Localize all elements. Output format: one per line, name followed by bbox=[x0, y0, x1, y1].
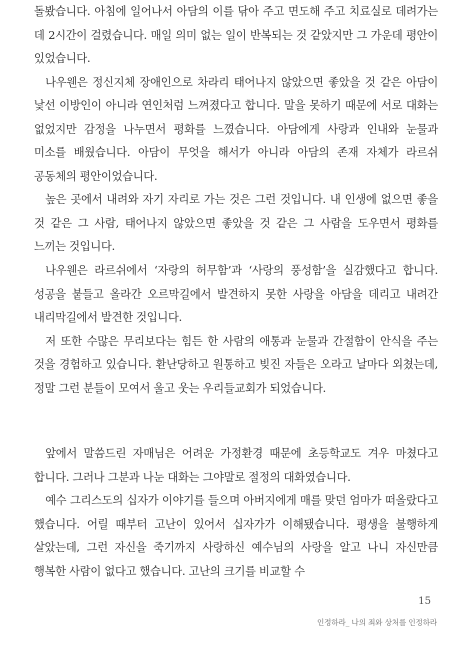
paragraph: 돌봤습니다. 아침에 일어나서 아담의 이를 닦아 주고 면도해 주고 치료실로 데려가는 데 2시간이 걸렸습니다. 매일 의미 없는 일이 반복되는 것 같았지만 그 가운데 평안이 있었습니다. bbox=[34, 5, 438, 66]
section-break bbox=[34, 400, 438, 442]
paragraph: 나우웬은 정신지체 장애인으로 차라리 태어나지 않았으면 좋았을 것 같은 아담이 낯선 이방인이 아니라 연인처럼 느껴졌다고 합니다. 말을 못하기 때문에 서로 대화는 없었지만 감정을 나누면서 평화를 느꼈습니다. 아담에게 사랑과 인내와 눈물과 미소를 배웠습니다. 아담이 무엇을 해서가 아니라 아담의 존재 자체가 라르쉬 공동체의 평안이었습니다. bbox=[34, 75, 438, 183]
paragraph: 앞에서 말씀드린 자매님은 어려운 가정환경 때문에 초등학교도 겨우 마쳤다고 합니다. 그러나 그분과 나눈 대화는 그야말로 절정의 대화였습니다. bbox=[34, 447, 438, 484]
body-text bbox=[34, 0, 438, 584]
paragraph: 저 또한 수많은 무리보다는 힘든 한 사람의 애통과 눈물과 간절함이 안식을 주는 것을 경험하고 있습니다. 환난당하고 원통하고 빚진 자들은 오라고 날마다 외쳤는데, 정말 그런 분들이 모여서 울고 웃는 우리들교회가 되었습니다. bbox=[34, 334, 438, 395]
page-number: 15 bbox=[418, 596, 431, 607]
running-footer: 인정하라_ 나의 죄와 상처를 인정하라 bbox=[317, 618, 437, 627]
paragraph: 나우웬은 라르쉬에서 ‘자랑의 허무함’과 ‘사랑의 풍성함’을 실감했다고 합니다. 성공을 붙들고 올라간 오르막길에서 발견하지 못한 사랑을 아담을 데리고 내려간 내리막길에서 발견한 것입니다. bbox=[34, 264, 438, 325]
paragraph: 높은 곳에서 내려와 자기 자리로 가는 것은 그런 것입니다. 내 인생에 없으면 좋을 것 같은 그 사람, 태어나지 않았으면 좋았을 것 같은 그 사람을 도우면서 평화를 느끼는 것입니다. bbox=[34, 193, 438, 254]
paragraph: 예수 그리스도의 십자가 이야기를 들으며 아버지에게 매를 맞던 엄마가 떠올랐다고 했습니다. 어릴 때부터 고난이 있어서 십자가가 이해됐습니다. 평생을 불행하게 살았는데, 그런 자신을 죽기까지 사랑하신 예수님의 사랑을 알고 나니 자신만큼 행복한 사람이 없다고 했습니다. 고난의 크기를 비교할 수 bbox=[34, 494, 438, 579]
